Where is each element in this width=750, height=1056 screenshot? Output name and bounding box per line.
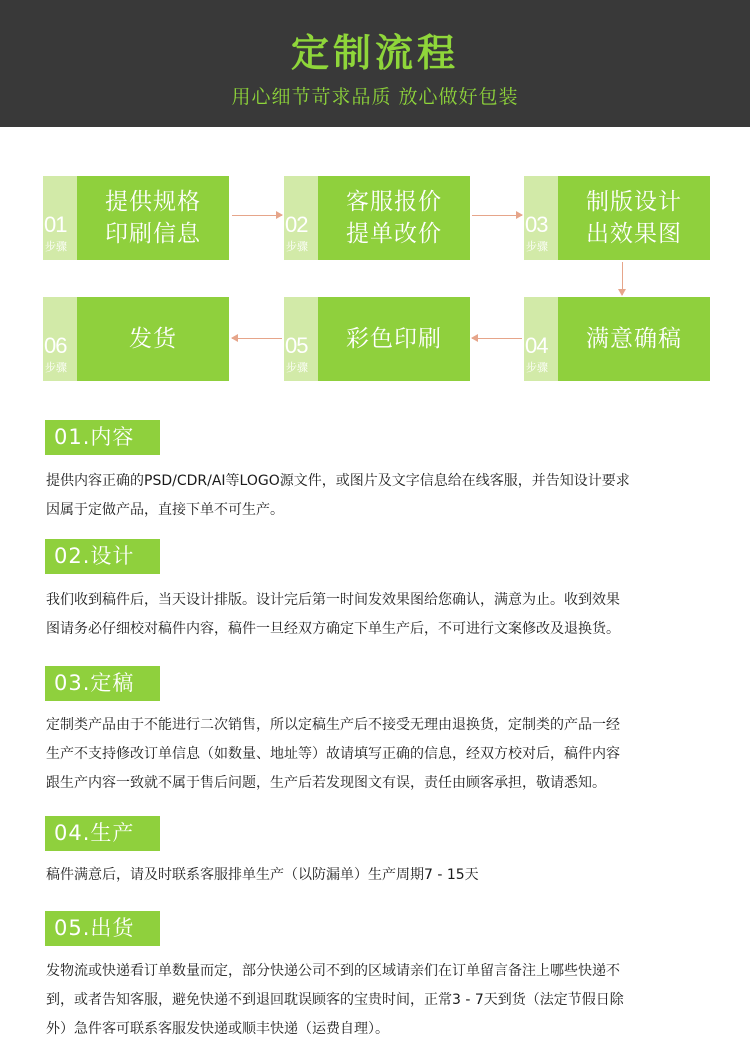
section-heading-design: 02.设计 bbox=[45, 539, 160, 574]
arrow-right-icon bbox=[232, 215, 282, 216]
step-text-line: 发货 bbox=[129, 326, 177, 352]
step-number-column bbox=[284, 297, 318, 381]
step-text bbox=[77, 297, 229, 381]
step-number: 05 bbox=[285, 333, 308, 358]
text-line: 因属于定做产品，直接下单不可生产。 bbox=[46, 502, 284, 518]
step-text bbox=[77, 176, 229, 260]
text-line: 发物流或快递看订单数量而定，部分快递公司不到的区域请亲们在订单留言备注上哪些快递不 bbox=[46, 963, 620, 979]
text-line: 生产不支持修改订单信息（如数量、地址等）故请填写正确的信息，经双方校对后，稿件内容 bbox=[46, 746, 620, 762]
page-subtitle: 用心细节苛求品质 放心做好包装 bbox=[231, 86, 519, 108]
step-label: 步骤 bbox=[286, 240, 308, 253]
text-line: 外）急件客可联系客服发快递或顺丰快递（运费自理）。 bbox=[46, 1021, 389, 1037]
section-heading-shipping: 05.出货 bbox=[45, 911, 160, 946]
text-line: 跟生产内容一致就不属于售后问题，生产后若发现图文有误，责任由顾客承担，敬请悉知。 bbox=[46, 775, 606, 791]
text-line: 图请务必仔细校对稿件内容，稿件一旦经双方确定下单生产后，不可进行文案修改及退换货。 bbox=[46, 621, 620, 637]
text-line: 定制类产品由于不能进行二次销售，所以定稿生产后不接受无理由退换货，定制类的产品一经 bbox=[46, 717, 620, 733]
arrow-right-icon bbox=[472, 215, 522, 216]
step-text bbox=[558, 297, 710, 381]
step-text bbox=[318, 176, 470, 260]
step-label: 步骤 bbox=[45, 361, 67, 374]
step-number: 01 bbox=[44, 212, 67, 237]
step-label: 步骤 bbox=[45, 240, 67, 253]
step-4 bbox=[524, 297, 710, 381]
step-number-column bbox=[43, 297, 77, 381]
step-2 bbox=[284, 176, 470, 260]
text-line: 我们收到稿件后，当天设计排版。设计完后第一时间发效果图给您确认，满意为止。收到效果 bbox=[46, 592, 620, 608]
section-heading-content: 01.内容 bbox=[45, 420, 160, 455]
step-1 bbox=[43, 176, 229, 260]
arrow-left-icon bbox=[472, 338, 522, 339]
step-text-line: 印刷信息 bbox=[105, 221, 201, 247]
step-number-column bbox=[524, 176, 558, 260]
step-text-line: 出效果图 bbox=[586, 221, 682, 247]
step-number-column bbox=[524, 297, 558, 381]
step-3 bbox=[524, 176, 710, 260]
step-text-line: 提供规格 bbox=[105, 189, 201, 215]
step-text-line: 满意确稿 bbox=[586, 326, 682, 352]
step-text bbox=[318, 297, 470, 381]
step-5 bbox=[284, 297, 470, 381]
section-heading-production: 04.生产 bbox=[45, 816, 160, 851]
section-body-design bbox=[46, 586, 706, 644]
section-body-finalize bbox=[46, 711, 706, 798]
step-number-column bbox=[284, 176, 318, 260]
step-number-column bbox=[43, 176, 77, 260]
step-label: 步骤 bbox=[286, 361, 308, 374]
step-text-line: 提单改价 bbox=[346, 221, 442, 247]
step-number: 06 bbox=[44, 333, 67, 358]
step-label: 步骤 bbox=[526, 240, 548, 253]
step-label: 步骤 bbox=[526, 361, 548, 374]
step-number: 02 bbox=[285, 212, 308, 237]
section-heading-finalize: 03.定稿 bbox=[45, 666, 160, 701]
step-number: 03 bbox=[525, 212, 548, 237]
step-text bbox=[558, 176, 710, 260]
text-line: 稿件满意后，请及时联系客服排单生产（以防漏单）生产周期7 - 15天 bbox=[46, 867, 479, 883]
step-text-line: 客服报价 bbox=[346, 189, 442, 215]
section-body-production bbox=[46, 861, 706, 890]
arrow-left-icon bbox=[232, 338, 282, 339]
step-number: 04 bbox=[525, 333, 548, 358]
section-body-shipping bbox=[46, 957, 706, 1044]
section-body-content bbox=[46, 467, 706, 525]
arrow-down-icon bbox=[622, 262, 623, 295]
step-6 bbox=[43, 297, 229, 381]
text-line: 到，或者告知客服，避免快递不到退回耽误顾客的宝贵时间，正常3 - 7天到货（法定节假日除 bbox=[46, 992, 624, 1008]
step-text-line: 制版设计 bbox=[586, 189, 682, 215]
text-line: 提供内容正确的PSD/CDR/AI等LOGO源文件，或图片及文字信息给在线客服，并告知设计要求 bbox=[46, 473, 630, 489]
page-header bbox=[0, 0, 750, 127]
page-title: 定制流程 bbox=[290, 31, 459, 75]
step-text-line: 彩色印刷 bbox=[346, 326, 442, 352]
